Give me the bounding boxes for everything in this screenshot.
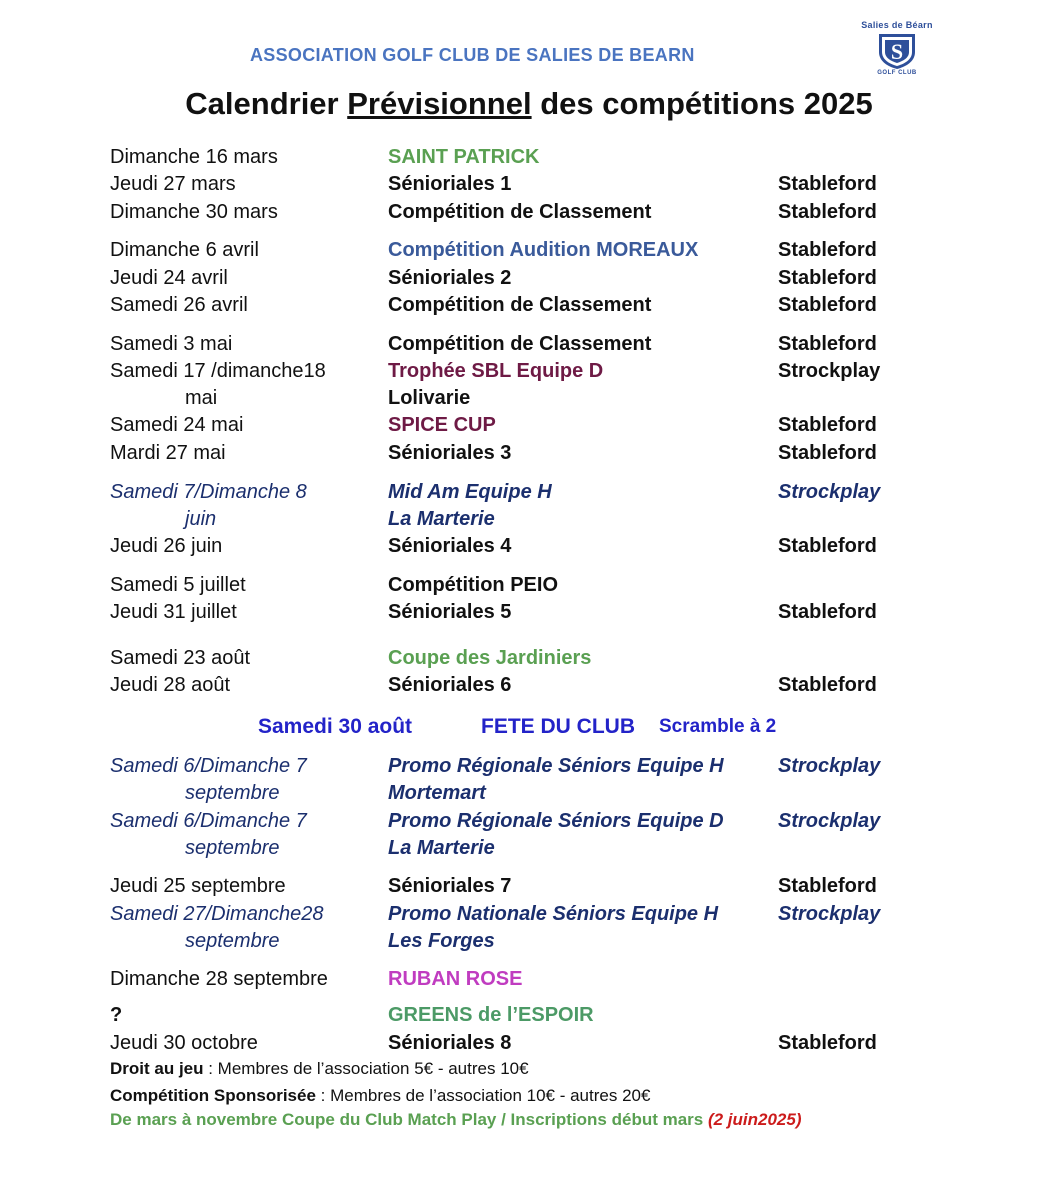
event-name: Sénioriales 2 (388, 267, 512, 289)
event-date: Dimanche 6 avril (110, 239, 259, 261)
event-row (0, 412, 1058, 439)
event-row (0, 835, 1058, 862)
event-row (0, 928, 1058, 955)
event-date: Jeudi 30 octobre (110, 1032, 258, 1054)
event-format: Strockplay (778, 360, 881, 382)
club-logo (852, 20, 942, 76)
event-date: Samedi 6/Dimanche 7 (110, 810, 307, 832)
sponsor-label: Compétition Sponsorisée (110, 1086, 316, 1105)
event-row (0, 265, 1058, 292)
droit-au-jeu-note (110, 1058, 529, 1080)
event-row (0, 385, 1058, 412)
matchplay-note (110, 1109, 802, 1131)
event-row (0, 780, 1058, 807)
event-date: Dimanche 28 septembre (110, 968, 328, 990)
event-date: Jeudi 26 juin (110, 535, 223, 557)
event-date: Samedi 7/Dimanche 8 (110, 481, 307, 503)
event-row (0, 144, 1058, 171)
event-name: SAINT PATRICK (388, 146, 540, 168)
event-name: Compétition de Classement (388, 201, 652, 223)
event-format: Stableford (778, 239, 877, 261)
event-row (0, 358, 1058, 385)
event-format: Stableford (778, 201, 877, 223)
sponsor-text: : Membres de l’association 10€ - autres 20€ (315, 1086, 651, 1105)
event-date: Jeudi 25 septembre (110, 875, 286, 897)
droit-text: : Membres de l’association 5€ - autres 10€ (203, 1059, 529, 1078)
event-name: Sénioriales 6 (388, 674, 512, 696)
event-row (0, 533, 1058, 560)
event-name: Sénioriales 8 (388, 1032, 512, 1054)
event-format: Strockplay (778, 903, 881, 925)
event-name: Compétition PEIO (388, 574, 558, 596)
fete-name: FETE DU CLUB (481, 715, 635, 738)
event-format: Strockplay (778, 810, 881, 832)
logo-letter: S (890, 39, 904, 64)
event-row (0, 808, 1058, 835)
event-date: Samedi 27/Dimanche28 (110, 903, 324, 925)
logo-bottom-text: GOLF CLUB (877, 70, 917, 76)
event-format: Stableford (778, 1032, 877, 1054)
event-row (0, 966, 1058, 993)
event-row (0, 479, 1058, 506)
event-name: Coupe des Jardiniers (388, 647, 592, 669)
event-name: Trophée SBL Equipe D (388, 360, 604, 382)
event-date: Samedi 26 avril (110, 294, 248, 316)
event-name: Compétition de Classement (388, 333, 652, 355)
event-format: Stableford (778, 333, 877, 355)
event-row (0, 873, 1058, 900)
event-row (0, 331, 1058, 358)
event-date: Mardi 27 mai (110, 442, 226, 464)
event-format: Stableford (778, 414, 877, 436)
event-date: mai (185, 387, 218, 409)
event-row (0, 440, 1058, 467)
event-format: Stableford (778, 601, 877, 623)
event-name: La Marterie (388, 508, 495, 530)
event-format: Stableford (778, 535, 877, 557)
page-title (0, 86, 1058, 122)
event-date: Samedi 24 mai (110, 414, 244, 436)
event-name: GREENS de l’ESPOIR (388, 1004, 594, 1026)
fete-date: Samedi 30 août (258, 715, 413, 738)
event-row (0, 645, 1058, 672)
matchplay-date: (2 juin2025) (707, 1110, 802, 1129)
event-format: Stableford (778, 442, 877, 464)
event-row (0, 237, 1058, 264)
event-name: Mortemart (388, 782, 486, 804)
event-date: Jeudi 27 mars (110, 173, 236, 195)
event-name: Promo Régionale Séniors Equipe D (388, 810, 724, 832)
event-date: Jeudi 31 juillet (110, 601, 237, 623)
event-name: Compétition Audition MOREAUX (388, 239, 699, 261)
event-row (0, 901, 1058, 928)
event-date: Samedi 23 août (110, 647, 251, 669)
event-name: Sénioriales 5 (388, 601, 512, 623)
event-name: Sénioriales 4 (388, 535, 512, 557)
event-format: Strockplay (778, 481, 881, 503)
event-format: Stableford (778, 267, 877, 289)
event-row (0, 506, 1058, 533)
event-row (0, 572, 1058, 599)
event-row (0, 171, 1058, 198)
event-name: Lolivarie (388, 387, 471, 409)
event-date: septembre (185, 782, 280, 804)
event-name: Les Forges (388, 930, 495, 952)
event-row (0, 292, 1058, 319)
sponsor-note (110, 1085, 650, 1107)
event-format: Stableford (778, 173, 877, 195)
event-date: Dimanche 30 mars (110, 201, 278, 223)
shield-icon (877, 32, 917, 70)
title-underlined-word: Prévisionnel (347, 86, 532, 121)
event-date: ? (110, 1004, 123, 1026)
event-date: Jeudi 24 avril (110, 267, 228, 289)
event-format: Stableford (778, 674, 877, 696)
event-date: Samedi 5 juillet (110, 574, 246, 596)
event-name: Compétition de Classement (388, 294, 652, 316)
event-name: Sénioriales 1 (388, 173, 512, 195)
fete-du-club-row (0, 712, 1058, 742)
event-date: Samedi 6/Dimanche 7 (110, 755, 307, 777)
event-name: SPICE CUP (388, 414, 496, 436)
event-name: Sénioriales 7 (388, 875, 512, 897)
event-format: Stableford (778, 875, 877, 897)
event-name: Sénioriales 3 (388, 442, 512, 464)
event-row (0, 672, 1058, 699)
fete-format: Scramble à 2 (659, 716, 777, 737)
event-row (0, 1002, 1058, 1029)
event-row (0, 599, 1058, 626)
title-prefix: Calendrier (185, 86, 348, 121)
logo-top-text: Salies de Béarn (861, 20, 933, 30)
event-date: juin (185, 508, 217, 530)
event-format: Stableford (778, 294, 877, 316)
title-suffix: des compétitions 2025 (531, 86, 873, 121)
matchplay-text: De mars à novembre Coupe du Club Match Play / Inscriptions début mars (110, 1110, 708, 1129)
event-name: Promo Nationale Séniors Equipe H (388, 903, 719, 925)
event-date: septembre (185, 930, 280, 952)
event-name: Promo Régionale Séniors Equipe H (388, 755, 724, 777)
event-row (0, 753, 1058, 780)
event-row (0, 1030, 1058, 1057)
association-name: ASSOCIATION GOLF CLUB DE SALIES DE BEARN (250, 45, 695, 65)
event-date: Jeudi 28 août (110, 674, 231, 696)
event-name: La Marterie (388, 837, 495, 859)
event-date: septembre (185, 837, 280, 859)
event-name: Mid Am Equipe H (388, 481, 552, 503)
droit-label: Droit au jeu (110, 1059, 204, 1078)
event-format: Strockplay (778, 755, 881, 777)
event-row (0, 199, 1058, 226)
event-date: Samedi 17 /dimanche18 (110, 360, 326, 382)
event-date: Samedi 3 mai (110, 333, 233, 355)
event-date: Dimanche 16 mars (110, 146, 278, 168)
event-name: RUBAN ROSE (388, 968, 523, 990)
